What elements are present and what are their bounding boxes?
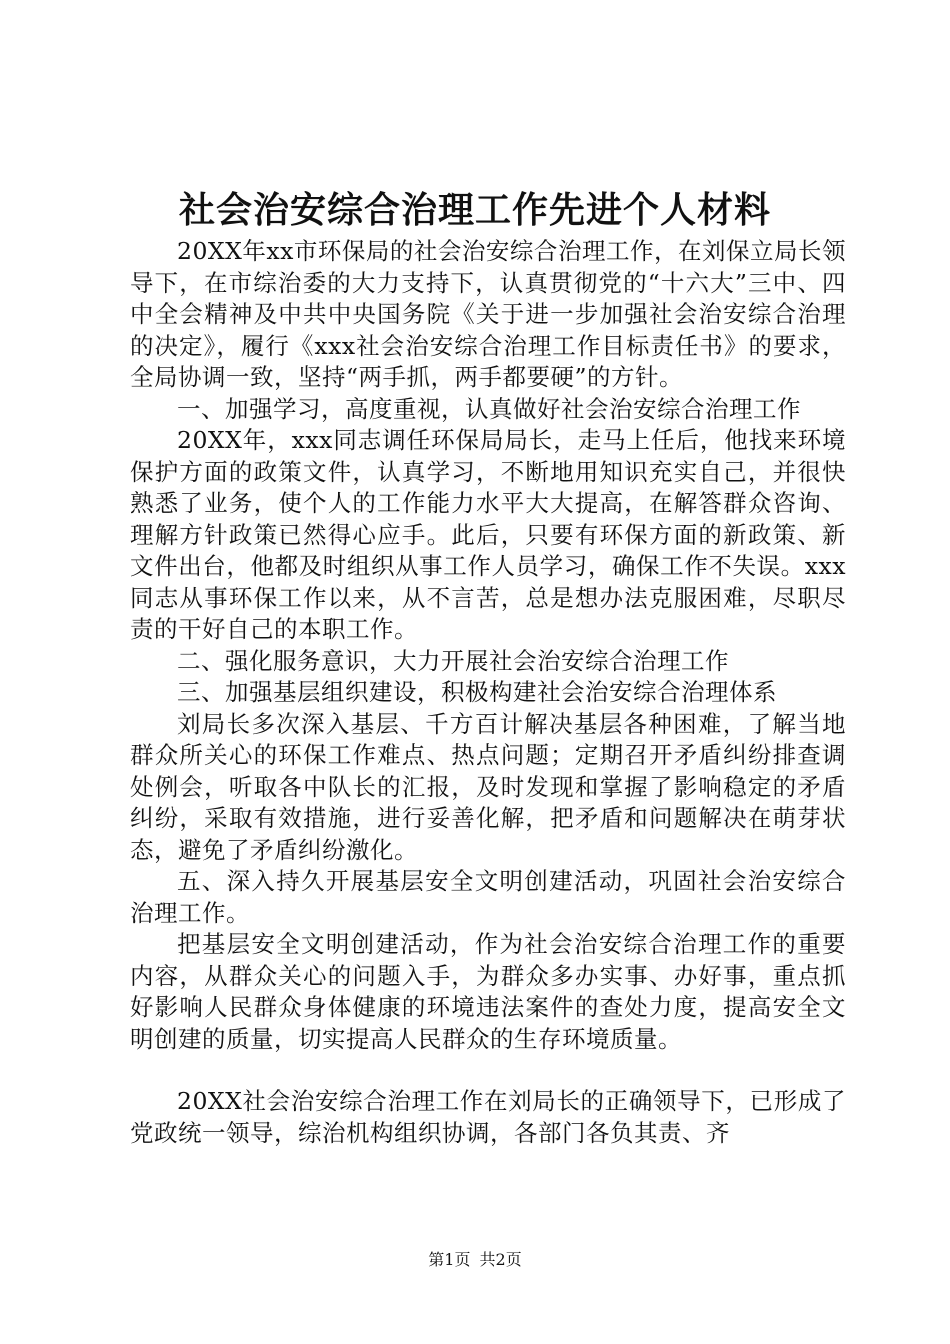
paragraph-civilization: 把基层安全文明创建活动，作为社会治安综合治理工作的重要内容，从群众关心的问题入手，为群众多办实事、办好事，重点抓好影响人民群众身体健康的环境违法案件的查处力度，提高安全文明创建的质量，切实提高人民群众的生存环境质量。	[130, 930, 846, 1053]
paragraph-study: 20XX年，xxx同志调任环保局局长，走马上任后，他找来环境保护方面的政策文件，认真学习，不断地用知识充实自己，并很快熟悉了业务，使个人的工作能力水平大大提高，在解答群众咨询、理解方针政策已然得心应手。此后，只要有环保方面的新政策、新文件出台，他都及时组织从事工作人员学习，确保工作不失误。xxx同志从事环保工作以来，从不言苦，总是想办法克服困难，尽职尽责的干好自己的本职工作。	[130, 426, 846, 643]
document-title: 社会治安综合治理工作先进个人材料	[178, 189, 771, 231]
section-heading-2: 二、强化服务意识，大力开展社会治安综合治理工作	[177, 646, 729, 675]
section-heading-1: 一、加强学习，高度重视，认真做好社会治安综合治理工作	[177, 394, 801, 423]
paragraph-intro: 20XX年xx市环保局的社会治安综合治理工作，在刘保立局长领导下，在市综治委的大力支持下，认真贯彻党的“十六大”三中、四中全会精神及中共中央国务院《关于进一步加强社会治安综合治理的决定》，履行《xxx社会治安综合治理工作目标责任书》的要求，全局协调一致，坚持“两手抓，两手都要硬”的方针。	[130, 237, 846, 391]
document-body	[130, 236, 846, 1149]
section-heading-3: 三、加强基层组织建设，积极构建社会治安综合治理体系	[177, 678, 777, 706]
paragraph-summary: 20XX社会治安综合治理工作在刘局长的正确领导下，已形成了党政统一领导，综治机构组织协调，各部门各负其责、齐	[130, 1087, 846, 1147]
paragraph-grassroots: 刘局长多次深入基层、千方百计解决基层各种困难，了解当地群众所关心的环保工作难点、热点问题；定期召开矛盾纠纷排查调处例会，听取各中队长的汇报，及时发现和掌握了影响稳定的矛盾纠纷，采取有效措施，进行妥善化解，把矛盾和问题解决在萌芽状态，避免了矛盾纠纷激化。	[130, 709, 846, 864]
page-number: 第1页 共2页	[428, 1250, 522, 1269]
section-heading-5: 五、深入持久开展基层安全文明创建活动，巩固社会治安综合治理工作。	[130, 867, 846, 927]
